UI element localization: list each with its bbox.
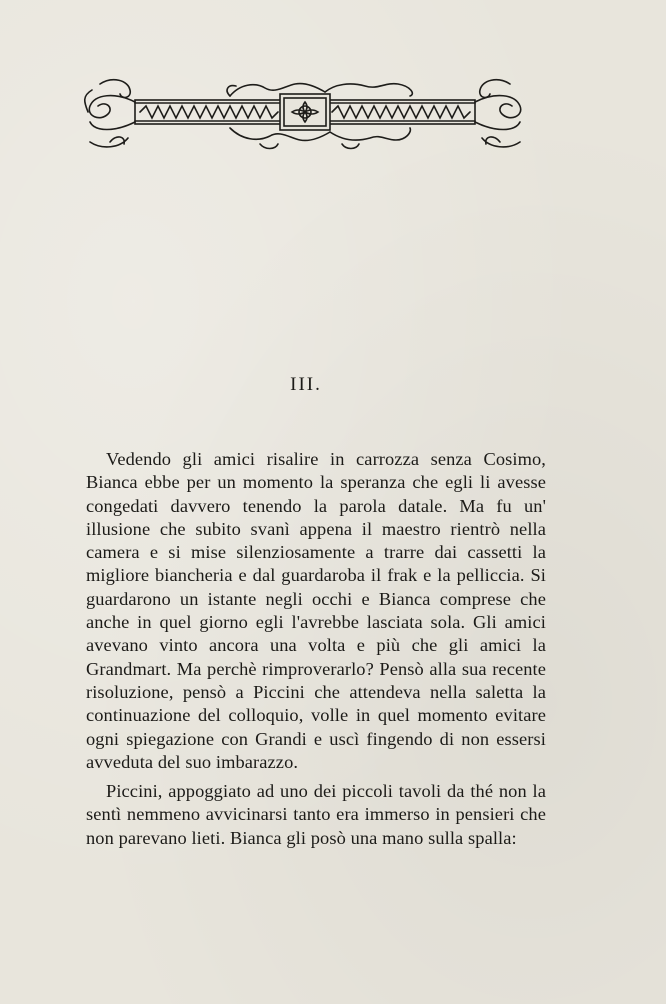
chapter-body	[86, 448, 546, 850]
paragraph-2: Piccini, appoggiato ad uno dei piccoli tavoli da thé non la sentì nemmeno avvicinarsi tanto era immerso in pensieri che non parevano lieti. Bianca gli posò una mano sulla spalla:	[86, 781, 546, 848]
decorative-headpiece-ornament	[80, 72, 530, 156]
paragraph-1: Vedendo gli amici risalire in carrozza senza Cosimo, Bianca ebbe per un momento la speranza che egli li avesse congedati davvero tenendo la parola datale. Ma fu un' illusione che subito svanì appena il maestro rientrò nella camera e si mise silenziosamente a trarre dai cassetti la migliore biancheria e dal guardaroba il frak e la pelliccia. Si guardarono un istante negli occhi e Bianca comprese che anche in quel giorno egli l'avrebbe lasciata sola. Gli amici avevano vinto ancora una volta e più che gli amici la Grandmart. Ma perchè rimproverarlo? Pensò alla sua recente risoluzione, pensò a Piccini che attendeva nella saletta la continuazione del colloquio, volle in quel momento evitare ogni spiegazione con Grandi e uscì fingendo di non essersi avveduta del suo imbarazzo.	[86, 449, 546, 772]
chapter-number: III.	[290, 374, 322, 395]
